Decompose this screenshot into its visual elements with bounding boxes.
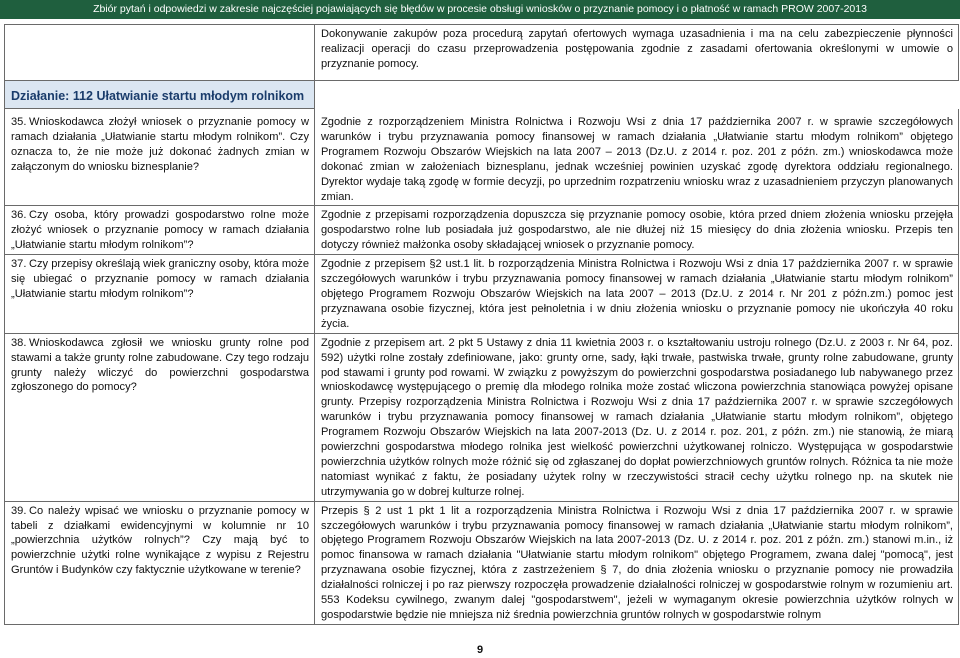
question-number: 36.: [11, 209, 27, 222]
intro-answer-cell: [315, 25, 959, 81]
answer-text: Przepis § 2 ust 1 pkt 1 lit a rozporządzenia Ministra Rolnictwa i Rozwoju Wsi z dnia 17 października 2007 r. w sprawie szczegółowych warunków i trybu przyznawania pomocy finansowej w ramach działania „Ułatwianie startu młodym rolnikom”, objętego Programem Rozwoju Obszarów Wiejskich na lata 2007-2013 (Dz. U. z 2014 r. poz. 201 z późn. zm.) stanowi m.in., iż pomoc finansowa w ramach działania "Ułatwianie startu młodym rolnikom" objętego Programem, zwana dalej "pomocą", jest przyznawana osobie fizycznej, która z zastrzeżeniem § 7, do dnia złożenia wniosku o przyznanie pomocy nie prowadziła działalności rolniczej i po raz pierwszy rozpoczęła prowadzenie działalności rolniczej w gospodarstwie rolnym w rozumieniu art. 553 Kodeksu cywilnego, zwanym dalej "gospodarstwem", jeżeli w wymaganym okresie powierzchnia użytków rolnych w gospodarstwie będzie nie mniejsza niż średnia powierzchnia gruntów rolnych w gospodarstwie rolnym: [321, 504, 953, 621]
question-number: 38.: [11, 336, 27, 349]
answer-text: Zgodnie z rozporządzeniem Ministra Rolnictwa i Rozwoju Wsi z dnia 17 października 2007 r. w sprawie szczegółowych warunków i trybu przyznawania pomocy finansowej w ramach działania „Ułatwianie startu młodym rolnikom” objętego Programem Rozwoju Obszarów Wiejskich na lata 2007 – 2013 (Dz.U. z 2014 r. poz. 201 z późn. zm.) wnioskodawca może dokonać zmian w założeniach biznesplanu, jednak wcześniej powinien uzyskać zgodę dyrektora oddziału regionalnego. Dyrektor wydaje taką zgodę w formie decyzji, po uprzednim rozpatrzeniu wniosku wraz z uzasadnieniem przyczyn planowanych zmian.: [321, 116, 953, 203]
question-cell: [5, 206, 315, 255]
qa-row-39: [5, 501, 959, 624]
question-text: Wnioskodawca zgłosił we wniosku grunty rolne pod stawami a także grunty rolne zabudowane. Czy tego rodzaju grunty należy wliczyć do powierzchni gospodarstwa zgłoszonego do pomocy?: [11, 336, 309, 394]
section-empty-cell: [315, 81, 959, 109]
answer-text: Zgodnie z przepisem art. 2 pkt 5 Ustawy z dnia 11 kwietnia 2003 r. o kształtowaniu ustroju rolnego (Dz.U. z 2003 r. Nr 64, poz. 592) użytki rolne zostały zdefiniowane, jako: grunty orne, sady, łąki trwałe, pastwiska trwałe, grunty rolne zabudowane, grunty pod stawami i grunty pod rowami. W związku z powyższym do powierzchni gospodarstwa posiadanego lub nabywanego przez wnioskodawcę występującego o premię dla młodego rolnika może zostać wliczona powierzchnia stanowiąca powyżej opisane grunty. Przepisy rozporządzenia Ministra Rolnictwa i Rozwoju Wsi z dnia 17 października 2007 r. w sprawie szczegółowych warunków i trybu przyznawania pomocy finansowej w ramach działania „Ułatwianie startu młodym rolnikom”, objętego Programem Rozwoju Obszarów Wiejskich na lata 2007-2013 (Dz. U. z 2014 r. poz. 201, z późn. zm.) nie stanowią, że miarą powierzchni gospodarstwa młodego rolnika jest wielkość powierzchni użytkowanej rolniczo. Występująca w gospodarstwie powierzchnia użytków rolnych może różnić się od zgłaszanej do dopłat powierzchniowych gruntów rolnych. Różnica ta nie może natomiast wynikać z faktu, że posiadany użytek rolny w rzeczywistości stracił cechy użytku rolnego np. na skutek nie utrzymywania go w dobrej kulturze rolnej.: [321, 336, 953, 498]
question-text: Wnioskodawca złożył wniosek o przyznanie pomocy w ramach działania „Ułatwianie startu młodym rolnikom”. Czy oznacza to, że nie może już dokonać żadnych zmian w załączonym do wniosku biznesplanie?: [11, 116, 309, 173]
intro-row: [5, 25, 959, 81]
section-row: [5, 81, 959, 109]
answer-cell: [315, 109, 959, 206]
qa-row-36: [5, 206, 959, 255]
page-number: 9: [476, 644, 484, 656]
question-cell: [5, 109, 315, 206]
intro-question-cell: [5, 25, 315, 81]
answer-text: Zgodnie z przepisami rozporządzenia dopuszcza się przyznanie pomocy osobie, która przed dniem złożenia wniosku przejęła gospodarstwo rolne lub posiadała już gospodarstwo, ale nie dłużej niż 15 miesięcy do dnia złożenia wniosku. Przepis ten dotyczy również małżonka osoby składającej wniosek o przyznanie pomocy.: [321, 209, 953, 252]
qa-row-38: [5, 333, 959, 501]
qa-table: [4, 24, 959, 625]
document-header-title: Zbiór pytań i odpowiedzi w zakresie najczęściej pojawiających się błędów w procesie obsługi wniosków o przyznanie pomocy i o płatność w ramach PROW 2007-2013: [93, 3, 867, 15]
document-header: [0, 0, 960, 19]
qa-row-35: [5, 109, 959, 206]
question-text: Co należy wpisać we wniosku o przyznanie pomocy w tabeli z działkami ewidencyjnymi w kolumnie nr 10 „powierzchnia użytków rolnych”? Czy mają być to powierzchnie użytki rolne wynikające z wypisu z Rejestru Gruntów i Budynków czy faktycznie użytkowane w terenie?: [11, 504, 309, 577]
question-cell: [5, 255, 315, 334]
question-number: 35.: [11, 116, 27, 128]
answer-text: Zgodnie z przepisem §2 ust.1 lit. b rozporządzenia Ministra Rolnictwa i Rozwoju Wsi z dnia 17 października 2007 r. w sprawie szczegółowych warunków i trybu przyznawania pomocy finansowej w ramach działania „Ułatwianie startu młodym rolnikom” objętego Programem Rozwoju Obszarów Wiejskich na lata 2007 – 2013 (Dz.U. z 2014 r. Nr 201 z późn.zm.) pomoc jest przyznawana osobie fizycznej, która jest pełnoletnia i w dniu złożenia wniosku o przyznanie pomocy nie ukończyła 40 roku życia.: [321, 258, 953, 330]
question-text: Czy osoba, który prowadzi gospodarstwo rolne może złożyć wniosek o przyznanie pomocy w ramach działania „Ułatwianie startu młodym rolnikom”?: [11, 209, 309, 252]
answer-cell: [315, 333, 959, 501]
qa-row-37: [5, 255, 959, 334]
question-number: 37.: [11, 258, 27, 271]
question-cell: [5, 333, 315, 501]
answer-cell: [315, 501, 959, 624]
intro-answer-text: Dokonywanie zakupów poza procedurą zapytań ofertowych wymaga uzasadnienia i ma na celu zabezpieczenie płynności realizacji operacji do czasu przeprowadzenia postępowania zgodnie z zasadami ofertowania określonymi w umowie o przyznanie pomocy.: [321, 28, 953, 70]
section-title-cell: [5, 81, 315, 109]
answer-cell: [315, 255, 959, 334]
question-number: 39.: [11, 504, 27, 517]
section-title: Działanie: 112 Ułatwianie startu młodym rolnikom: [11, 89, 305, 103]
answer-cell: [315, 206, 959, 255]
question-text: Czy przepisy określają wiek graniczny osoby, która może się ubiegać o przyznanie pomocy w ramach działania „Ułatwianie startu młodym rolnikom”?: [11, 258, 309, 300]
question-cell: [5, 501, 315, 624]
